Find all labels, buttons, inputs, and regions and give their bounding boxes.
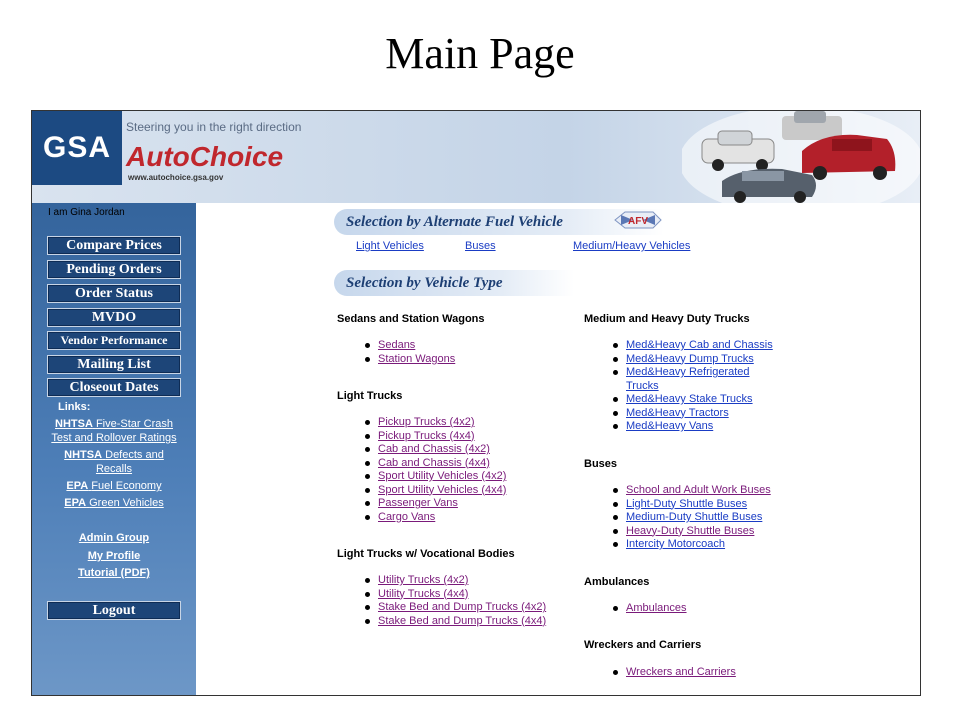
list-item[interactable]: Med&Heavy Stake Trucks xyxy=(611,393,773,407)
list-item[interactable]: Heavy-Duty Shuttle Buses xyxy=(611,525,771,539)
medium-heavy-list xyxy=(611,339,773,434)
site-url: www.autochoice.gsa.gov xyxy=(128,173,224,182)
group-title-wreckers: Wreckers and Carriers xyxy=(584,639,702,651)
svg-text:AFV: AFV xyxy=(628,216,648,227)
epa-fuel-economy-link[interactable]: EPA Fuel Economy xyxy=(66,480,162,492)
closeout-dates-button[interactable]: Closeout Dates xyxy=(47,378,181,397)
list-item[interactable]: Sedans xyxy=(363,339,455,353)
list-item[interactable]: School and Adult Work Buses xyxy=(611,484,771,498)
tutorial-pdf-link[interactable]: Tutorial (PDF) xyxy=(78,567,150,579)
vendor-performance-button[interactable]: Vendor Performance xyxy=(47,331,181,350)
app-name[interactable]: AutoChoice xyxy=(126,141,284,172)
my-profile-link[interactable]: My Profile xyxy=(87,550,141,562)
list-item[interactable]: Pickup Trucks (4x2) xyxy=(363,416,506,430)
list-item[interactable]: Med&Heavy Dump Trucks xyxy=(611,353,773,367)
compare-prices-button[interactable]: Compare Prices xyxy=(47,236,181,255)
mvdo-button[interactable]: MVDO xyxy=(47,308,181,327)
afv-light-vehicles-link[interactable]: Light Vehicles xyxy=(356,240,424,252)
group-title-medium-heavy: Medium and Heavy Duty Trucks xyxy=(584,313,750,325)
vehicles-banner-image xyxy=(682,111,920,203)
list-item[interactable]: Intercity Motorcoach xyxy=(611,538,771,552)
list-item[interactable]: Cab and Chassis (4x2) xyxy=(363,443,506,457)
list-item[interactable]: Med&Heavy Vans xyxy=(611,420,773,434)
list-item[interactable]: Ambulances xyxy=(611,602,687,616)
list-item[interactable]: Pickup Trucks (4x4) xyxy=(363,430,506,444)
list-item[interactable]: Wreckers and Carriers xyxy=(611,666,736,680)
list-item[interactable]: Utility Trucks (4x2) xyxy=(363,574,546,588)
afv-badge-icon xyxy=(613,209,663,231)
group-title-buses: Buses xyxy=(584,458,618,470)
ambulances-list xyxy=(611,602,687,616)
order-status-button[interactable]: Order Status xyxy=(47,284,181,303)
list-item[interactable]: Sport Utility Vehicles (4x2) xyxy=(363,470,506,484)
list-item[interactable]: Stake Bed and Dump Trucks (4x2) xyxy=(363,601,546,615)
buses-list xyxy=(611,484,771,552)
slide-title: Main Page xyxy=(385,29,575,78)
list-item[interactable]: Med&Heavy Refrigerated Trucks xyxy=(611,366,773,393)
list-item[interactable]: Medium-Duty Shuttle Buses xyxy=(611,511,771,525)
links-label: Links: xyxy=(58,401,91,413)
group-title-vocational: Light Trucks w/ Vocational Bodies xyxy=(337,548,515,560)
afv-section-header: Selection by Alternate Fuel Vehicle xyxy=(334,209,664,235)
list-item[interactable]: Med&Heavy Cab and Chassis xyxy=(611,339,773,353)
gsa-logo[interactable]: GSA xyxy=(32,111,122,185)
browser-page xyxy=(31,110,921,696)
mailing-list-button[interactable]: Mailing List xyxy=(47,355,181,374)
list-item[interactable]: Passenger Vans xyxy=(363,497,506,511)
list-item[interactable]: Stake Bed and Dump Trucks (4x4) xyxy=(363,615,546,629)
admin-group-link[interactable]: Admin Group xyxy=(78,532,150,544)
vehicle-type-section-header: Selection by Vehicle Type xyxy=(334,270,574,296)
sedans-list xyxy=(363,339,455,366)
list-item[interactable]: Cab and Chassis (4x4) xyxy=(363,457,506,471)
tagline: Steering you in the right direction xyxy=(126,120,302,134)
list-item[interactable]: Med&Heavy Tractors xyxy=(611,407,773,421)
wreckers-list xyxy=(611,666,736,680)
vocational-list xyxy=(363,574,546,628)
group-title-sedans: Sedans and Station Wagons xyxy=(337,313,485,325)
list-item[interactable]: Light-Duty Shuttle Buses xyxy=(611,498,771,512)
list-item[interactable]: Station Wagons xyxy=(363,353,455,367)
afv-buses-link[interactable]: Buses xyxy=(465,240,496,252)
list-item[interactable]: Cargo Vans xyxy=(363,511,506,525)
light-trucks-list xyxy=(363,416,506,524)
current-user: I am Gina Jordan xyxy=(48,207,125,218)
nhtsa-crash-ratings-link[interactable]: NHTSA Five-Star Crash Test and Rollover Ratings xyxy=(51,418,177,444)
pending-orders-button[interactable]: Pending Orders xyxy=(47,260,181,279)
nhtsa-defects-recalls-link[interactable]: NHTSA Defects and Recalls xyxy=(64,449,164,475)
site-header xyxy=(32,111,920,203)
afv-medium-heavy-link[interactable]: Medium/Heavy Vehicles xyxy=(573,240,691,252)
list-item[interactable]: Sport Utility Vehicles (4x4) xyxy=(363,484,506,498)
list-item[interactable]: Utility Trucks (4x4) xyxy=(363,588,546,602)
main-content xyxy=(196,203,920,695)
epa-green-vehicles-link[interactable]: EPA Green Vehicles xyxy=(64,497,164,509)
group-title-light-trucks: Light Trucks xyxy=(337,390,403,402)
sidebar xyxy=(32,203,196,695)
group-title-ambulances: Ambulances xyxy=(584,576,650,588)
logout-button[interactable]: Logout xyxy=(47,601,181,620)
